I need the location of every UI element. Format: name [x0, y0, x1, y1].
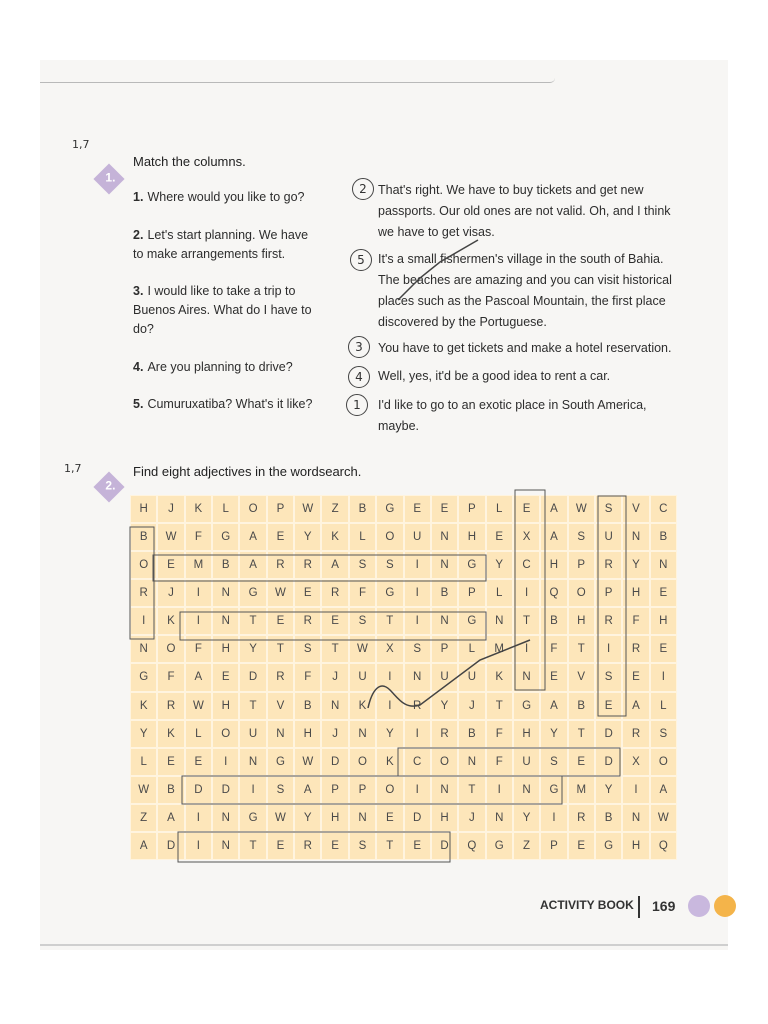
footer-label: ACTIVITY BOOK	[540, 898, 634, 912]
grid-letter[interactable]: I	[540, 804, 567, 832]
grid-letter[interactable]: Y	[294, 804, 321, 832]
grid-letter[interactable]: I	[376, 663, 403, 691]
grid-letter[interactable]: R	[595, 607, 622, 635]
question-text: Cumuruxatiba? What's it like?	[147, 397, 313, 411]
grid-letter[interactable]: X	[622, 748, 649, 776]
grid-letter[interactable]: V	[267, 692, 294, 720]
grid-letter[interactable]: T	[267, 635, 294, 663]
grid-letter[interactable]: N	[431, 776, 458, 804]
question-number: 2.	[133, 228, 144, 242]
grid-letter[interactable]: F	[157, 663, 184, 691]
grid-letter[interactable]: N	[349, 720, 376, 748]
grid-letter[interactable]: N	[431, 551, 458, 579]
grid-letter[interactable]: K	[349, 692, 376, 720]
grid-letter[interactable]: W	[349, 635, 376, 663]
wordsearch-grid	[130, 495, 677, 860]
grid-letter[interactable]: A	[540, 495, 567, 523]
grid-letter[interactable]: I	[212, 748, 239, 776]
grid-letter[interactable]: K	[130, 692, 157, 720]
grid-letter[interactable]: F	[185, 523, 212, 551]
grid-letter[interactable]: T	[513, 607, 540, 635]
exercise-1-title: Match the columns.	[133, 154, 246, 169]
answer-option-3: You have to get tickets and make a hotel reservation.	[378, 341, 672, 355]
grid-letter[interactable]: B	[431, 579, 458, 607]
grid-letter[interactable]: E	[157, 551, 184, 579]
grid-letter[interactable]: U	[239, 720, 266, 748]
grid-letter[interactable]: I	[650, 663, 677, 691]
grid-letter[interactable]: O	[568, 579, 595, 607]
grid-letter[interactable]: G	[376, 579, 403, 607]
grid-letter[interactable]: E	[267, 607, 294, 635]
grid-letter[interactable]: H	[622, 832, 649, 860]
grid-letter[interactable]: O	[431, 748, 458, 776]
grid-letter[interactable]: F	[486, 720, 513, 748]
grid-letter[interactable]: E	[157, 748, 184, 776]
grid-letter[interactable]: T	[239, 692, 266, 720]
grid-letter[interactable]: E	[404, 832, 431, 860]
grid-letter[interactable]: R	[294, 607, 321, 635]
grid-letter[interactable]: E	[212, 663, 239, 691]
grid-letter[interactable]: X	[513, 523, 540, 551]
grid-letter[interactable]: N	[486, 804, 513, 832]
question-3	[133, 282, 318, 339]
grid-letter[interactable]: S	[267, 776, 294, 804]
grid-letter[interactable]: R	[568, 804, 595, 832]
grid-letter[interactable]: A	[321, 551, 348, 579]
grid-letter[interactable]: R	[267, 551, 294, 579]
grid-letter[interactable]: K	[157, 720, 184, 748]
grid-letter[interactable]: Z	[513, 832, 540, 860]
grid-letter[interactable]: Y	[595, 776, 622, 804]
grid-letter[interactable]: R	[294, 832, 321, 860]
grid-letter[interactable]: G	[513, 692, 540, 720]
grid-letter[interactable]: T	[458, 776, 485, 804]
grid-letter[interactable]: P	[458, 579, 485, 607]
grid-letter[interactable]: J	[157, 495, 184, 523]
grid-letter[interactable]: N	[513, 663, 540, 691]
grid-letter[interactable]: G	[130, 663, 157, 691]
grid-letter[interactable]: N	[267, 720, 294, 748]
grid-letter[interactable]: T	[321, 635, 348, 663]
grid-letter[interactable]: N	[431, 523, 458, 551]
grid-letter[interactable]: O	[212, 720, 239, 748]
grid-letter[interactable]: B	[212, 551, 239, 579]
grid-letter[interactable]: E	[376, 804, 403, 832]
grid-letter[interactable]: I	[404, 720, 431, 748]
grid-letter[interactable]: Y	[130, 720, 157, 748]
grid-letter[interactable]: I	[513, 635, 540, 663]
grid-letter[interactable]: T	[376, 832, 403, 860]
grid-letter[interactable]: W	[568, 495, 595, 523]
grid-letter[interactable]: N	[212, 832, 239, 860]
grid-letter[interactable]: D	[595, 748, 622, 776]
answer-option-1: That's right. We have to buy tickets and get new passports. Our old ones are not valid. Oh, and I think we have to get visas.	[378, 183, 671, 239]
grid-letter[interactable]: D	[157, 832, 184, 860]
grid-letter[interactable]: Y	[431, 692, 458, 720]
grid-letter[interactable]: U	[349, 663, 376, 691]
grid-letter[interactable]: G	[376, 495, 403, 523]
grid-letter[interactable]: I	[185, 579, 212, 607]
grid-letter[interactable]: H	[513, 720, 540, 748]
grid-letter[interactable]: P	[349, 776, 376, 804]
grid-letter[interactable]: A	[540, 692, 567, 720]
grid-letter[interactable]: S	[349, 551, 376, 579]
question-text: I would like to take a trip to Buenos Aires. What do I have to do?	[133, 284, 312, 336]
grid-letter[interactable]: R	[431, 720, 458, 748]
grid-letter[interactable]: N	[212, 804, 239, 832]
footer-divider	[638, 896, 640, 918]
grid-letter[interactable]: E	[513, 495, 540, 523]
grid-letter[interactable]: R	[321, 579, 348, 607]
grid-letter[interactable]: N	[431, 607, 458, 635]
question-4	[133, 358, 318, 377]
grid-letter[interactable]: A	[294, 776, 321, 804]
bottom-divider	[40, 944, 728, 946]
grid-letter[interactable]: E	[294, 579, 321, 607]
grid-letter[interactable]: R	[622, 635, 649, 663]
grid-letter[interactable]: O	[130, 551, 157, 579]
page-number: 169	[652, 898, 676, 914]
grid-letter[interactable]: E	[267, 523, 294, 551]
grid-letter[interactable]: A	[130, 832, 157, 860]
grid-letter[interactable]: H	[212, 635, 239, 663]
grid-letter[interactable]: N	[239, 748, 266, 776]
grid-letter[interactable]: F	[622, 607, 649, 635]
grid-letter[interactable]: I	[486, 776, 513, 804]
exercise-1-number: 1.	[105, 170, 116, 185]
grid-letter[interactable]: K	[376, 748, 403, 776]
grid-letter[interactable]: T	[376, 607, 403, 635]
grid-letter[interactable]: L	[486, 579, 513, 607]
grid-letter[interactable]: B	[349, 495, 376, 523]
grid-letter[interactable]: H	[130, 495, 157, 523]
grid-letter[interactable]: C	[404, 748, 431, 776]
grid-letter[interactable]: Y	[294, 523, 321, 551]
grid-letter[interactable]: N	[130, 635, 157, 663]
grid-letter[interactable]: P	[431, 635, 458, 663]
grid-letter[interactable]: H	[650, 607, 677, 635]
handwritten-note-2: 1,7	[64, 462, 82, 475]
grid-letter[interactable]: K	[321, 523, 348, 551]
grid-letter[interactable]: V	[622, 495, 649, 523]
grid-letter[interactable]: B	[540, 607, 567, 635]
grid-letter[interactable]: C	[513, 551, 540, 579]
grid-letter[interactable]: R	[267, 663, 294, 691]
grid-letter[interactable]: G	[239, 579, 266, 607]
grid-letter[interactable]: K	[157, 607, 184, 635]
grid-letter[interactable]: B	[458, 720, 485, 748]
grid-letter[interactable]: D	[595, 720, 622, 748]
grid-letter[interactable]: E	[622, 663, 649, 691]
grid-letter[interactable]: Y	[376, 720, 403, 748]
grid-letter[interactable]: U	[595, 523, 622, 551]
grid-letter[interactable]: Y	[622, 551, 649, 579]
question-1	[133, 188, 318, 207]
grid-letter[interactable]: R	[404, 692, 431, 720]
grid-letter[interactable]: A	[650, 776, 677, 804]
grid-letter[interactable]: T	[568, 720, 595, 748]
grid-letter[interactable]: U	[431, 663, 458, 691]
grid-letter[interactable]: I	[185, 832, 212, 860]
grid-letter[interactable]: H	[321, 804, 348, 832]
grid-letter[interactable]: F	[294, 663, 321, 691]
grid-letter[interactable]: L	[212, 495, 239, 523]
grid-letter[interactable]: S	[650, 720, 677, 748]
grid-letter[interactable]: B	[294, 692, 321, 720]
grid-letter[interactable]: P	[321, 776, 348, 804]
answer-mark-circle[interactable]: 4	[348, 366, 370, 388]
grid-letter[interactable]: V	[568, 663, 595, 691]
grid-letter[interactable]: M	[568, 776, 595, 804]
grid-letter[interactable]: E	[568, 748, 595, 776]
grid-letter[interactable]: N	[212, 579, 239, 607]
grid-letter[interactable]: T	[239, 832, 266, 860]
grid-letter[interactable]: E	[595, 692, 622, 720]
grid-letter[interactable]: X	[376, 635, 403, 663]
grid-letter[interactable]: E	[321, 832, 348, 860]
grid-letter[interactable]: R	[294, 551, 321, 579]
grid-letter[interactable]: J	[458, 692, 485, 720]
grid-letter[interactable]: E	[540, 663, 567, 691]
grid-letter[interactable]: A	[622, 692, 649, 720]
grid-letter[interactable]: S	[568, 523, 595, 551]
answer-option-4: Well, yes, it'd be a good idea to rent a car.	[378, 369, 611, 383]
grid-letter[interactable]: I	[404, 776, 431, 804]
grid-letter[interactable]: A	[239, 523, 266, 551]
grid-letter[interactable]: W	[157, 523, 184, 551]
handwritten-note-1: 1,7	[72, 138, 90, 151]
grid-letter[interactable]: S	[540, 748, 567, 776]
grid-letter[interactable]: D	[321, 748, 348, 776]
grid-letter[interactable]: U	[404, 523, 431, 551]
grid-letter[interactable]: G	[267, 748, 294, 776]
grid-letter[interactable]: I	[185, 804, 212, 832]
grid-letter[interactable]: O	[650, 748, 677, 776]
grid-letter[interactable]: J	[157, 579, 184, 607]
grid-letter[interactable]: E	[486, 523, 513, 551]
grid-letter[interactable]: E	[650, 579, 677, 607]
grid-letter[interactable]: T	[239, 607, 266, 635]
grid-letter[interactable]: D	[239, 663, 266, 691]
answer-option-5: I'd like to go to an exotic place in South America, maybe.	[378, 398, 647, 433]
grid-letter[interactable]: J	[458, 804, 485, 832]
grid-letter[interactable]: P	[267, 495, 294, 523]
question-number: 1.	[133, 190, 144, 204]
grid-letter[interactable]: W	[650, 804, 677, 832]
grid-letter[interactable]: G	[458, 607, 485, 635]
answer-mark-circle[interactable]: 1	[346, 394, 368, 416]
grid-letter[interactable]: N	[404, 663, 431, 691]
grid-letter[interactable]: Y	[239, 635, 266, 663]
grid-letter[interactable]: U	[513, 748, 540, 776]
grid-letter[interactable]: Q	[650, 832, 677, 860]
grid-letter[interactable]: S	[349, 607, 376, 635]
question-number: 3.	[133, 284, 144, 298]
grid-letter[interactable]: L	[650, 692, 677, 720]
grid-letter[interactable]: I	[130, 607, 157, 635]
grid-letter[interactable]: W	[267, 804, 294, 832]
grid-letter[interactable]: A	[239, 551, 266, 579]
grid-letter[interactable]: Y	[486, 551, 513, 579]
grid-letter[interactable]: N	[486, 607, 513, 635]
grid-letter[interactable]: N	[212, 607, 239, 635]
grid-letter[interactable]: P	[595, 579, 622, 607]
grid-letter[interactable]: Z	[321, 495, 348, 523]
grid-letter[interactable]: Y	[540, 720, 567, 748]
grid-letter[interactable]: Q	[540, 579, 567, 607]
question-2	[133, 226, 318, 264]
grid-letter[interactable]: I	[239, 776, 266, 804]
grid-letter[interactable]: H	[212, 692, 239, 720]
grid-letter[interactable]: I	[595, 635, 622, 663]
grid-letter[interactable]: L	[185, 720, 212, 748]
grid-letter[interactable]: W	[294, 495, 321, 523]
grid-letter[interactable]: D	[185, 776, 212, 804]
grid-letter[interactable]: R	[595, 551, 622, 579]
grid-letter[interactable]: A	[157, 804, 184, 832]
grid-letter[interactable]: I	[622, 776, 649, 804]
grid-letter[interactable]: U	[458, 663, 485, 691]
grid-letter[interactable]: H	[568, 607, 595, 635]
grid-letter[interactable]: N	[513, 776, 540, 804]
grid-letter[interactable]: F	[185, 635, 212, 663]
grid-letter[interactable]: F	[486, 748, 513, 776]
grid-letter[interactable]: J	[321, 720, 348, 748]
grid-letter[interactable]: B	[650, 523, 677, 551]
grid-letter[interactable]: H	[294, 720, 321, 748]
grid-letter[interactable]: M	[185, 551, 212, 579]
grid-letter[interactable]: T	[486, 692, 513, 720]
grid-letter[interactable]: E	[267, 832, 294, 860]
grid-letter[interactable]: K	[486, 663, 513, 691]
grid-letter[interactable]: S	[349, 832, 376, 860]
grid-letter[interactable]: P	[568, 551, 595, 579]
grid-letter[interactable]: H	[622, 579, 649, 607]
question-text: Where would you like to go?	[147, 190, 305, 204]
grid-letter[interactable]: Q	[458, 832, 485, 860]
question-number: 5.	[133, 397, 144, 411]
grid-letter[interactable]: M	[486, 635, 513, 663]
grid-letter[interactable]: O	[349, 748, 376, 776]
answer-mark-circle[interactable]: 5	[350, 249, 372, 271]
grid-letter[interactable]: E	[568, 832, 595, 860]
grid-letter[interactable]: J	[321, 663, 348, 691]
grid-letter[interactable]: I	[404, 579, 431, 607]
grid-letter[interactable]: I	[404, 607, 431, 635]
grid-letter[interactable]: H	[431, 804, 458, 832]
grid-letter[interactable]: A	[540, 523, 567, 551]
footer-dot-purple	[688, 895, 710, 917]
question-number: 4.	[133, 360, 144, 374]
question-text: Let's start planning. We have to make arrangements first.	[133, 228, 309, 261]
grid-letter[interactable]: N	[650, 551, 677, 579]
grid-letter[interactable]: D	[212, 776, 239, 804]
grid-letter[interactable]: L	[458, 635, 485, 663]
grid-letter[interactable]: P	[540, 832, 567, 860]
grid-letter[interactable]: S	[294, 635, 321, 663]
grid-letter[interactable]: O	[376, 523, 403, 551]
grid-letter[interactable]: R	[157, 692, 184, 720]
grid-letter[interactable]: T	[568, 635, 595, 663]
grid-letter[interactable]: F	[349, 579, 376, 607]
grid-letter[interactable]: S	[404, 635, 431, 663]
grid-letter[interactable]: G	[595, 832, 622, 860]
grid-letter[interactable]: R	[130, 579, 157, 607]
grid-letter[interactable]: B	[157, 776, 184, 804]
grid-letter[interactable]: W	[185, 692, 212, 720]
answer-mark-circle[interactable]: 2	[352, 178, 374, 200]
grid-letter[interactable]: H	[540, 551, 567, 579]
grid-letter[interactable]: W	[294, 748, 321, 776]
grid-letter[interactable]: I	[376, 692, 403, 720]
grid-letter[interactable]: C	[650, 495, 677, 523]
grid-letter[interactable]: E	[650, 635, 677, 663]
grid-letter[interactable]: H	[458, 523, 485, 551]
grid-letter[interactable]: N	[321, 692, 348, 720]
grid-letter[interactable]: D	[431, 832, 458, 860]
grid-letter[interactable]: A	[185, 663, 212, 691]
exercise-2-number: 2.	[105, 478, 116, 493]
grid-letter[interactable]: E	[404, 495, 431, 523]
grid-letter[interactable]: E	[185, 748, 212, 776]
grid-letter[interactable]: B	[568, 692, 595, 720]
grid-letter[interactable]: L	[486, 495, 513, 523]
grid-letter[interactable]: E	[321, 607, 348, 635]
grid-letter[interactable]: L	[130, 748, 157, 776]
grid-letter[interactable]: G	[239, 804, 266, 832]
top-divider	[40, 78, 555, 83]
grid-letter[interactable]: I	[185, 607, 212, 635]
grid-letter[interactable]: B	[595, 804, 622, 832]
grid-letter[interactable]: Z	[130, 804, 157, 832]
grid-letter[interactable]: R	[622, 720, 649, 748]
grid-letter[interactable]: B	[130, 523, 157, 551]
grid-letter[interactable]: O	[376, 776, 403, 804]
grid-letter[interactable]: Y	[513, 804, 540, 832]
answer-option-2: It's a small fishermen's village in the south of Bahia. The beaches are amazing and you can visit historical places such as the Pascoal Mountain, the first place discovered by the Portuguese.	[378, 252, 672, 329]
grid-letter[interactable]: L	[349, 523, 376, 551]
grid-letter[interactable]: F	[540, 635, 567, 663]
footer-dot-orange	[714, 895, 736, 917]
grid-letter[interactable]: N	[622, 804, 649, 832]
grid-letter[interactable]: D	[404, 804, 431, 832]
grid-letter[interactable]: I	[404, 551, 431, 579]
grid-letter[interactable]: G	[540, 776, 567, 804]
grid-letter[interactable]: K	[185, 495, 212, 523]
answer-mark-circle[interactable]: 3	[348, 336, 370, 358]
question-5	[133, 395, 318, 414]
grid-letter[interactable]: S	[595, 495, 622, 523]
grid-letter[interactable]: S	[595, 663, 622, 691]
grid-letter[interactable]: O	[157, 635, 184, 663]
grid-letter[interactable]: S	[376, 551, 403, 579]
grid-letter[interactable]: O	[239, 495, 266, 523]
grid-letter[interactable]: G	[212, 523, 239, 551]
grid-letter[interactable]: E	[431, 495, 458, 523]
grid-letter[interactable]: G	[486, 832, 513, 860]
grid-letter[interactable]: I	[513, 579, 540, 607]
grid-letter[interactable]: G	[458, 551, 485, 579]
question-text: Are you planning to drive?	[147, 360, 293, 374]
grid-letter[interactable]: P	[458, 495, 485, 523]
grid-letter[interactable]: N	[349, 804, 376, 832]
grid-letter[interactable]: N	[622, 523, 649, 551]
grid-letter[interactable]: N	[458, 748, 485, 776]
exercise-2-title: Find eight adjectives in the wordsearch.	[133, 464, 362, 479]
grid-letter[interactable]: W	[130, 776, 157, 804]
grid-letter[interactable]: W	[267, 579, 294, 607]
